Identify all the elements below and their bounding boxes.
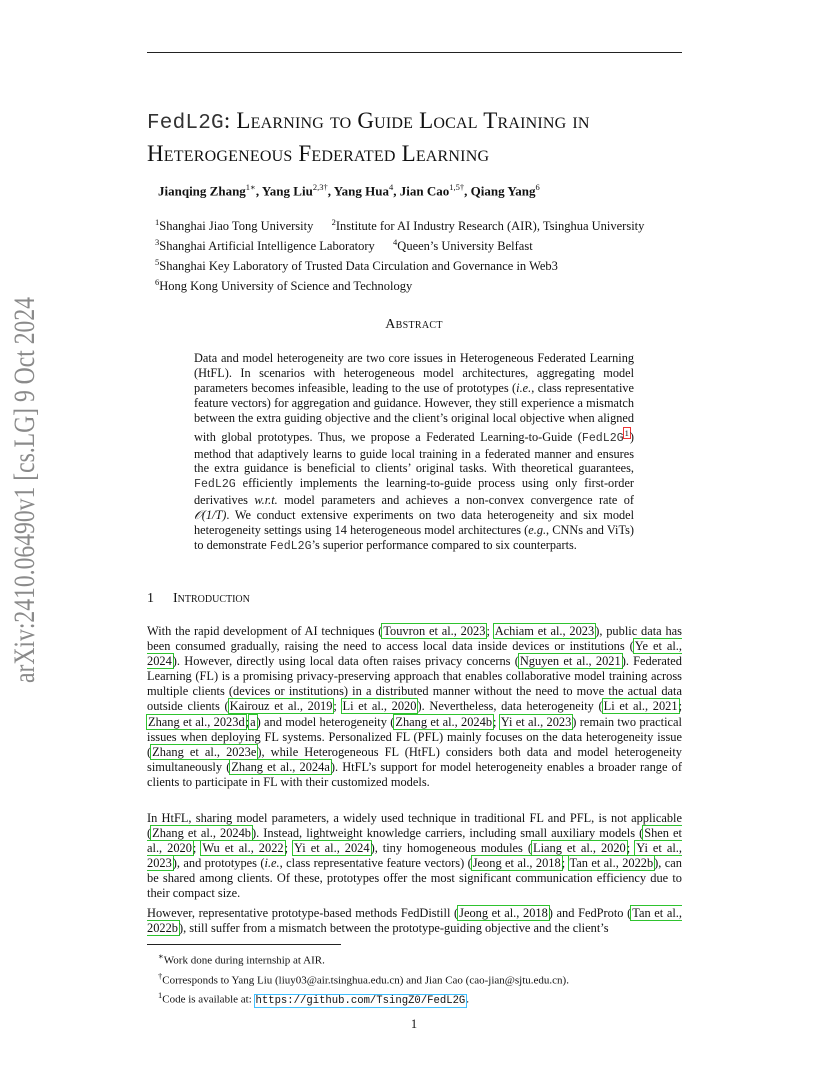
citation-link[interactable]: Tan et al., 2022b bbox=[569, 856, 654, 871]
author-affil-mark: 2,3† bbox=[312, 182, 328, 192]
method-name: FedL2G bbox=[194, 478, 236, 492]
abstract-heading: Abstract bbox=[385, 317, 443, 332]
author-name: Jianqing Zhang bbox=[158, 183, 246, 199]
affiliation: Shanghai Artificial Intelligence Laboratory bbox=[159, 239, 375, 254]
method-name: FedL2G bbox=[269, 539, 312, 553]
author-name: Yang Hua bbox=[333, 183, 389, 199]
affiliations bbox=[155, 214, 644, 295]
citation-link[interactable]: Liang et al., 2020 bbox=[533, 841, 626, 856]
title-line-2: Heterogeneous Federated Learning bbox=[147, 141, 490, 166]
citation-link[interactable]: Zhang et al., 2024b bbox=[395, 714, 493, 729]
convergence-rate: 𝒪(1/T) bbox=[194, 508, 227, 523]
citation-link[interactable]: a bbox=[250, 714, 256, 729]
citation-link[interactable]: Tan et al., 2022b bbox=[147, 906, 682, 936]
abstract-body: Data and model heterogeneity are two core issues in Heterogeneous Federated Learning (HtFL). In scenarios with heterogeneous model architectures, aggregating model parameters becomes infeasible, leading to the use of prototypes (i.e., class representative feature vectors) for aggregation and guidance. However, they still experience a mismatch between the extra guiding objective and the client’s original local objective when aligned with global prototypes. Thus, we propose a Federated Learning-to-Guide (FedL2G$^1$) method that adaptively learns to guide local training in a federated manner and ensures the extra guidance is beneficial to clients’ original tasks. With theoretical guarantees, FedL2G efficiently implements the learning-to-guide process using only first-order derivatives w.r.t. model parameters and achieves a non-convex convergence rate of 𝒪(1/T). We conduct extensive experiments on two data heterogeneity and six model heterogeneity settings using 14 heterogeneous model architectures (e.g., CNNs and ViTs) to demonstrate FedL2G’s superior performance compared to six counterparts. bbox=[194, 351, 634, 553]
citation-link[interactable]: Zhang et al., 2023e bbox=[152, 744, 257, 759]
footnote-rule bbox=[147, 944, 341, 945]
citation-link[interactable]: Zhang et al., 2023d bbox=[148, 714, 245, 729]
citation-link[interactable]: Zhang et al., 2024a bbox=[231, 759, 330, 774]
footnote-link[interactable]: 1 bbox=[624, 427, 629, 438]
section-heading bbox=[147, 591, 250, 607]
author-list: Jianqing Zhang$^{1∗}$, Yang Liu$^{2,3\dagger}$, Yang Hua$^4$, Jian Cao$^{1,5\dagger}$, Qiang Yang$^6$ bbox=[158, 182, 540, 199]
citation-link[interactable]: Touvron et al., 2023 bbox=[383, 624, 486, 638]
footnotes bbox=[158, 949, 569, 1009]
affiliation: Shanghai Jiao Tong University bbox=[159, 219, 314, 234]
author-affil-mark: 1,5† bbox=[449, 182, 465, 192]
author-name: Qiang Yang bbox=[470, 183, 536, 199]
header-rule bbox=[147, 52, 682, 53]
citation-link[interactable]: Nguyen et al., 2021 bbox=[519, 654, 621, 669]
arxiv-stamp bbox=[2, 295, 46, 685]
citation-link[interactable]: Li et al., 2020 bbox=[342, 699, 417, 714]
title-method-name: FedL2G bbox=[147, 112, 224, 135]
section-title: Introduction bbox=[173, 591, 250, 606]
footnote: $^1$Code is available at: https://github.com/TsingZ0/FedL2G. bbox=[158, 990, 470, 1007]
citation-link[interactable]: Jeong et al., 2018 bbox=[459, 906, 548, 920]
footnote: †Corresponds to Yang Liu (liuy03@air.tsinghua.edu.cn) and Jian Cao (cao-jian@sjtu.edu.cn). bbox=[158, 970, 569, 987]
affiliation-row: $^5$Shanghai Key Laboratory of Trusted Data Circulation and Governance in Web3 bbox=[155, 257, 558, 274]
affiliation: Shanghai Key Laboratory of Trusted Data Circulation and Governance in Web3 bbox=[159, 259, 558, 274]
intro-paragraph-1: With the rapid development of AI techniques (Touvron et al., 2023; Achiam et al., 2023), public data has been consumed gradually, raising the need to access local data inside devices or institutions (Ye et al., 2024). However, directly using local data often raises privacy concerns (Nguyen et al., 2021). Federated Learning (FL) is a promising privacy-preserving approach that enables collaborative model training across multiple clients (devices or institutions) in a distributed manner without the need to move the actual data outside clients (Kairouz et al., 2019; Li et al., 2020). Nevertheless, data heterogeneity (Li et al., 2021; Zhang et al., 2023d;a) and model heterogeneity (Zhang et al., 2024b; Yi et al., 2023) remain two practical issues when deploying FL systems. Personalized FL (PFL) mainly focuses on the data heterogeneity issue (Zhang et al., 2023e), while Heterogeneous FL (HtFL) considers both data and model heterogeneity simultaneously (Zhang et al., 2024a). HtFL’s support for model heterogeneity enables a broader range of clients to participate in FL with their customized models. bbox=[147, 624, 683, 789]
citation-link[interactable]: Kairouz et al., 2019 bbox=[229, 699, 333, 714]
affiliation: Hong Kong University of Science and Technology bbox=[159, 279, 413, 294]
author-name: Jian Cao bbox=[399, 183, 450, 199]
section-number: 1 bbox=[147, 591, 154, 606]
citation-link[interactable]: Yi et al., 2024 bbox=[294, 841, 370, 856]
citation-link[interactable]: Li et al., 2021 bbox=[603, 699, 678, 714]
citation-link[interactable]: Ye et al., 2024 bbox=[147, 639, 683, 669]
title-line-1: : Learning to Guide Local Training in bbox=[223, 108, 590, 133]
author-name: Yang Liu bbox=[261, 183, 313, 199]
intro-paragraph-3: However, representative prototype-based methods FedDistill (Jeong et al., 2018) and FedProto (Tan et al., 2022b), still suffer from a mismatch between the prototype-guiding objective and the client’s bbox=[147, 906, 682, 936]
citation-link[interactable]: Wu et al., 2022 bbox=[202, 841, 284, 856]
affiliation-row: $^6$Hong Kong University of Science and Technology bbox=[155, 277, 413, 294]
author-affil-mark: 6 bbox=[535, 182, 540, 192]
citation-link[interactable]: Shen et al., 2020 bbox=[147, 826, 682, 856]
affiliation-row: $^1$Shanghai Jiao Tong University $^2$Institute for AI Industry Research (AIR), Tsinghua University bbox=[155, 217, 645, 234]
affiliation: Queen’s University Belfast bbox=[397, 239, 533, 254]
citation-link[interactable]: Achiam et al., 2023 bbox=[494, 624, 595, 638]
citation-link[interactable]: Jeong et al., 2018 bbox=[472, 856, 561, 871]
citation-link[interactable]: Zhang et al., 2024b bbox=[152, 826, 251, 841]
author-affil-mark: 4 bbox=[389, 182, 394, 192]
paper-title bbox=[147, 106, 707, 169]
method-name: FedL2G bbox=[581, 431, 624, 445]
arxiv-id: arXiv:2410.06490v1 [cs.LG] 9 Oct 2024 bbox=[8, 295, 41, 683]
author-affil-mark: 1∗ bbox=[245, 182, 256, 192]
affiliation: Institute for AI Industry Research (AIR), Tsinghua University bbox=[335, 219, 645, 234]
code-url-link[interactable]: https://github.com/TsingZ0/FedL2G bbox=[255, 994, 466, 1007]
citation-link[interactable]: Yi et al., 2023 bbox=[500, 714, 572, 729]
page-number: 1 bbox=[410, 1017, 418, 1031]
footnote: ∗Work done during internship at AIR. bbox=[158, 951, 325, 967]
affiliation-row: $^3$Shanghai Artificial Intelligence Laboratory $^4$Queen’s University Belfast bbox=[155, 237, 533, 254]
citation-link[interactable]: Yi et al., 2023 bbox=[147, 841, 682, 871]
intro-paragraph-2: In HtFL, sharing model parameters, a widely used technique in traditional FL and PFL, is not applicable (Zhang et al., 2024b). Instead, lightweight knowledge carriers, including small auxiliary models (Shen et al., 2020; Wu et al., 2022; Yi et al., 2024), tiny homogeneous modules (Liang et al., 2020; Yi et al., 2023), and prototypes (i.e., class representative feature vectors) (Jeong et al., 2018; Tan et al., 2022b), can be shared among clients. Of these, prototypes offer the most significant communication efficiency due to their compact size. bbox=[147, 811, 682, 901]
